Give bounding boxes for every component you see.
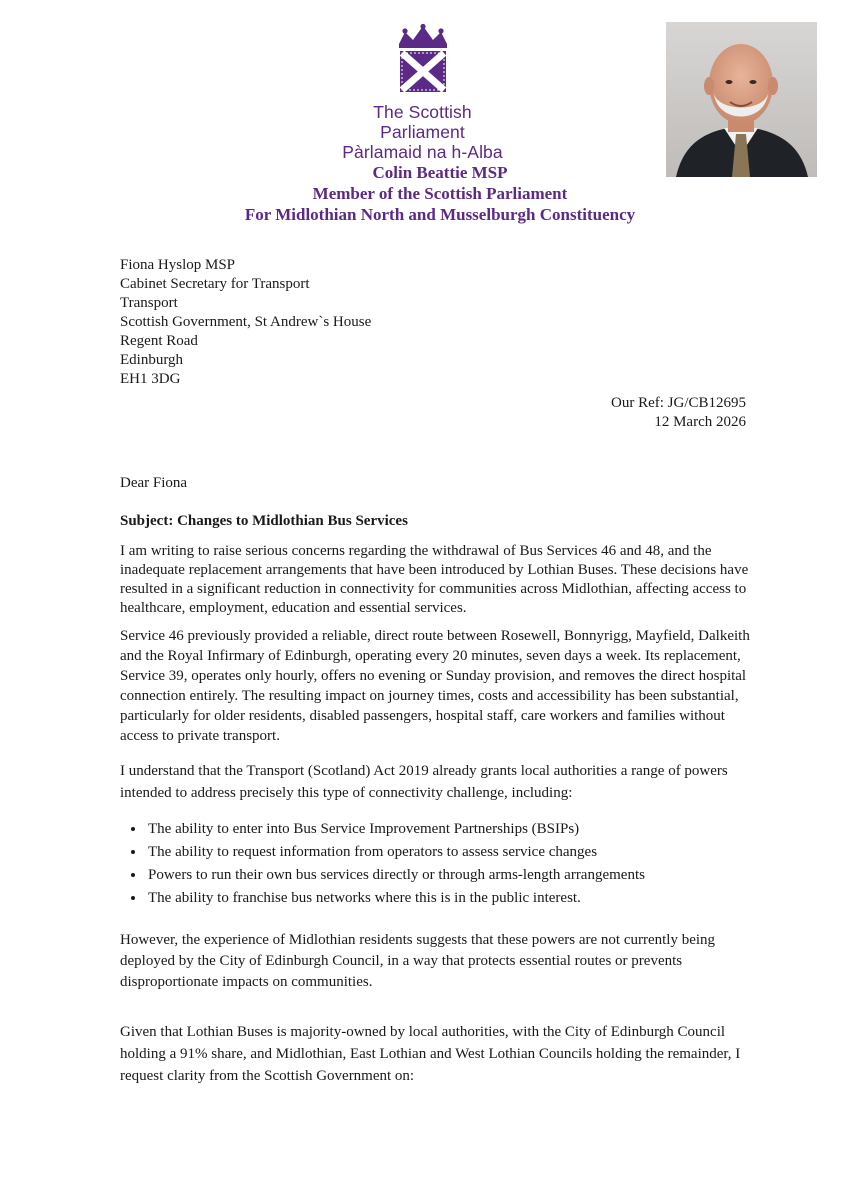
paragraph-experience: However, the experience of Midlothian residents suggests that these powers are not currently being deployed by the City of Edinburgh Council, in a way that protects essential routes or prevents disproportionate impacts on communities. (120, 932, 716, 990)
list-item: • The ability to franchise bus networks where this is in the public interest. (146, 887, 746, 910)
member-name: Colin Beattie MSP (372, 163, 508, 182)
list-item: • The ability to request information from operators to assess service changes (146, 841, 746, 864)
paragraph-transport-act: I understand that the Transport (Scotland) Act 2019 already grants local authorities a range of powers intended to address precisely this type of connectivity challenge, including: (120, 763, 728, 801)
logo-name-english: The Scottish Parliament (373, 102, 472, 142)
parliament-logo (330, 24, 515, 162)
address-line: Regent Road (120, 333, 198, 349)
powers-list (120, 818, 746, 910)
member-portrait (666, 22, 817, 177)
member-title: Member of the Scottish Parliament (312, 184, 568, 203)
letter-date: 12 March 2026 (654, 414, 746, 430)
recipient-address (120, 256, 371, 389)
reference-block (540, 394, 746, 432)
paragraph-service-46: Service 46 previously provided a reliable, direct route between Rosewell, Bonnyrigg, Mayfield, Dalkeith and the Royal Infirmary of Edinburgh, operating every 20 minutes, seven days a week. Its replacement, Service 39, operates only hourly, offers no evening or Sunday provision, and removes the direct hospital connection entirely. The resulting impact on journey times, costs and accessibility has been substantial, particularly for older residents, disabled passengers, hospital staff, care workers and families without access to private transport. (120, 628, 750, 744)
paragraph-intro: I am writing to raise serious concerns regarding the withdrawal of Bus Services 46 and 48, and the inadequate replacement arrangements that have been introduced by Lothian Buses. These decisions have resulted in a significant reduction in connectivity for communities across Midlothian, affecting access to healthcare, employment, education and essential services. (120, 543, 749, 616)
list-item: • The ability to enter into Bus Service Improvement Partnerships (BSIPs) (146, 818, 746, 841)
paragraph-ownership: Given that Lothian Buses is majority-owned by local authorities, with the City of Edinburgh Council holding a 91% share, and Midlothian, East Lothian and West Lothian Councils holding the remainder, I request clarity from the Scottish Government on: (120, 1024, 741, 1084)
address-line: Fiona Hyslop MSP (120, 257, 236, 273)
member-constituency: For Midlothian North and Musselburgh Constituency (244, 205, 636, 224)
address-line: Cabinet Secretary for Transport (120, 276, 310, 292)
salutation: Dear Fiona (120, 475, 188, 491)
address-line: Transport (120, 295, 178, 311)
subject-line: Subject: Changes to Midlothian Bus Services (120, 513, 408, 529)
address-line: EH1 3DG (120, 371, 181, 387)
crown-saltire-emblem-icon (391, 24, 455, 94)
address-line: Scottish Government, St Andrew`s House (120, 314, 372, 330)
list-item: • Powers to run their own bus services directly or through arms-length arrangements (146, 864, 746, 887)
our-reference: Our Ref: JG/CB12695 (611, 395, 746, 411)
member-header (120, 162, 760, 225)
address-line: Edinburgh (120, 352, 184, 368)
logo-name-gaelic: Pàrlamaid na h-Alba (342, 142, 503, 162)
